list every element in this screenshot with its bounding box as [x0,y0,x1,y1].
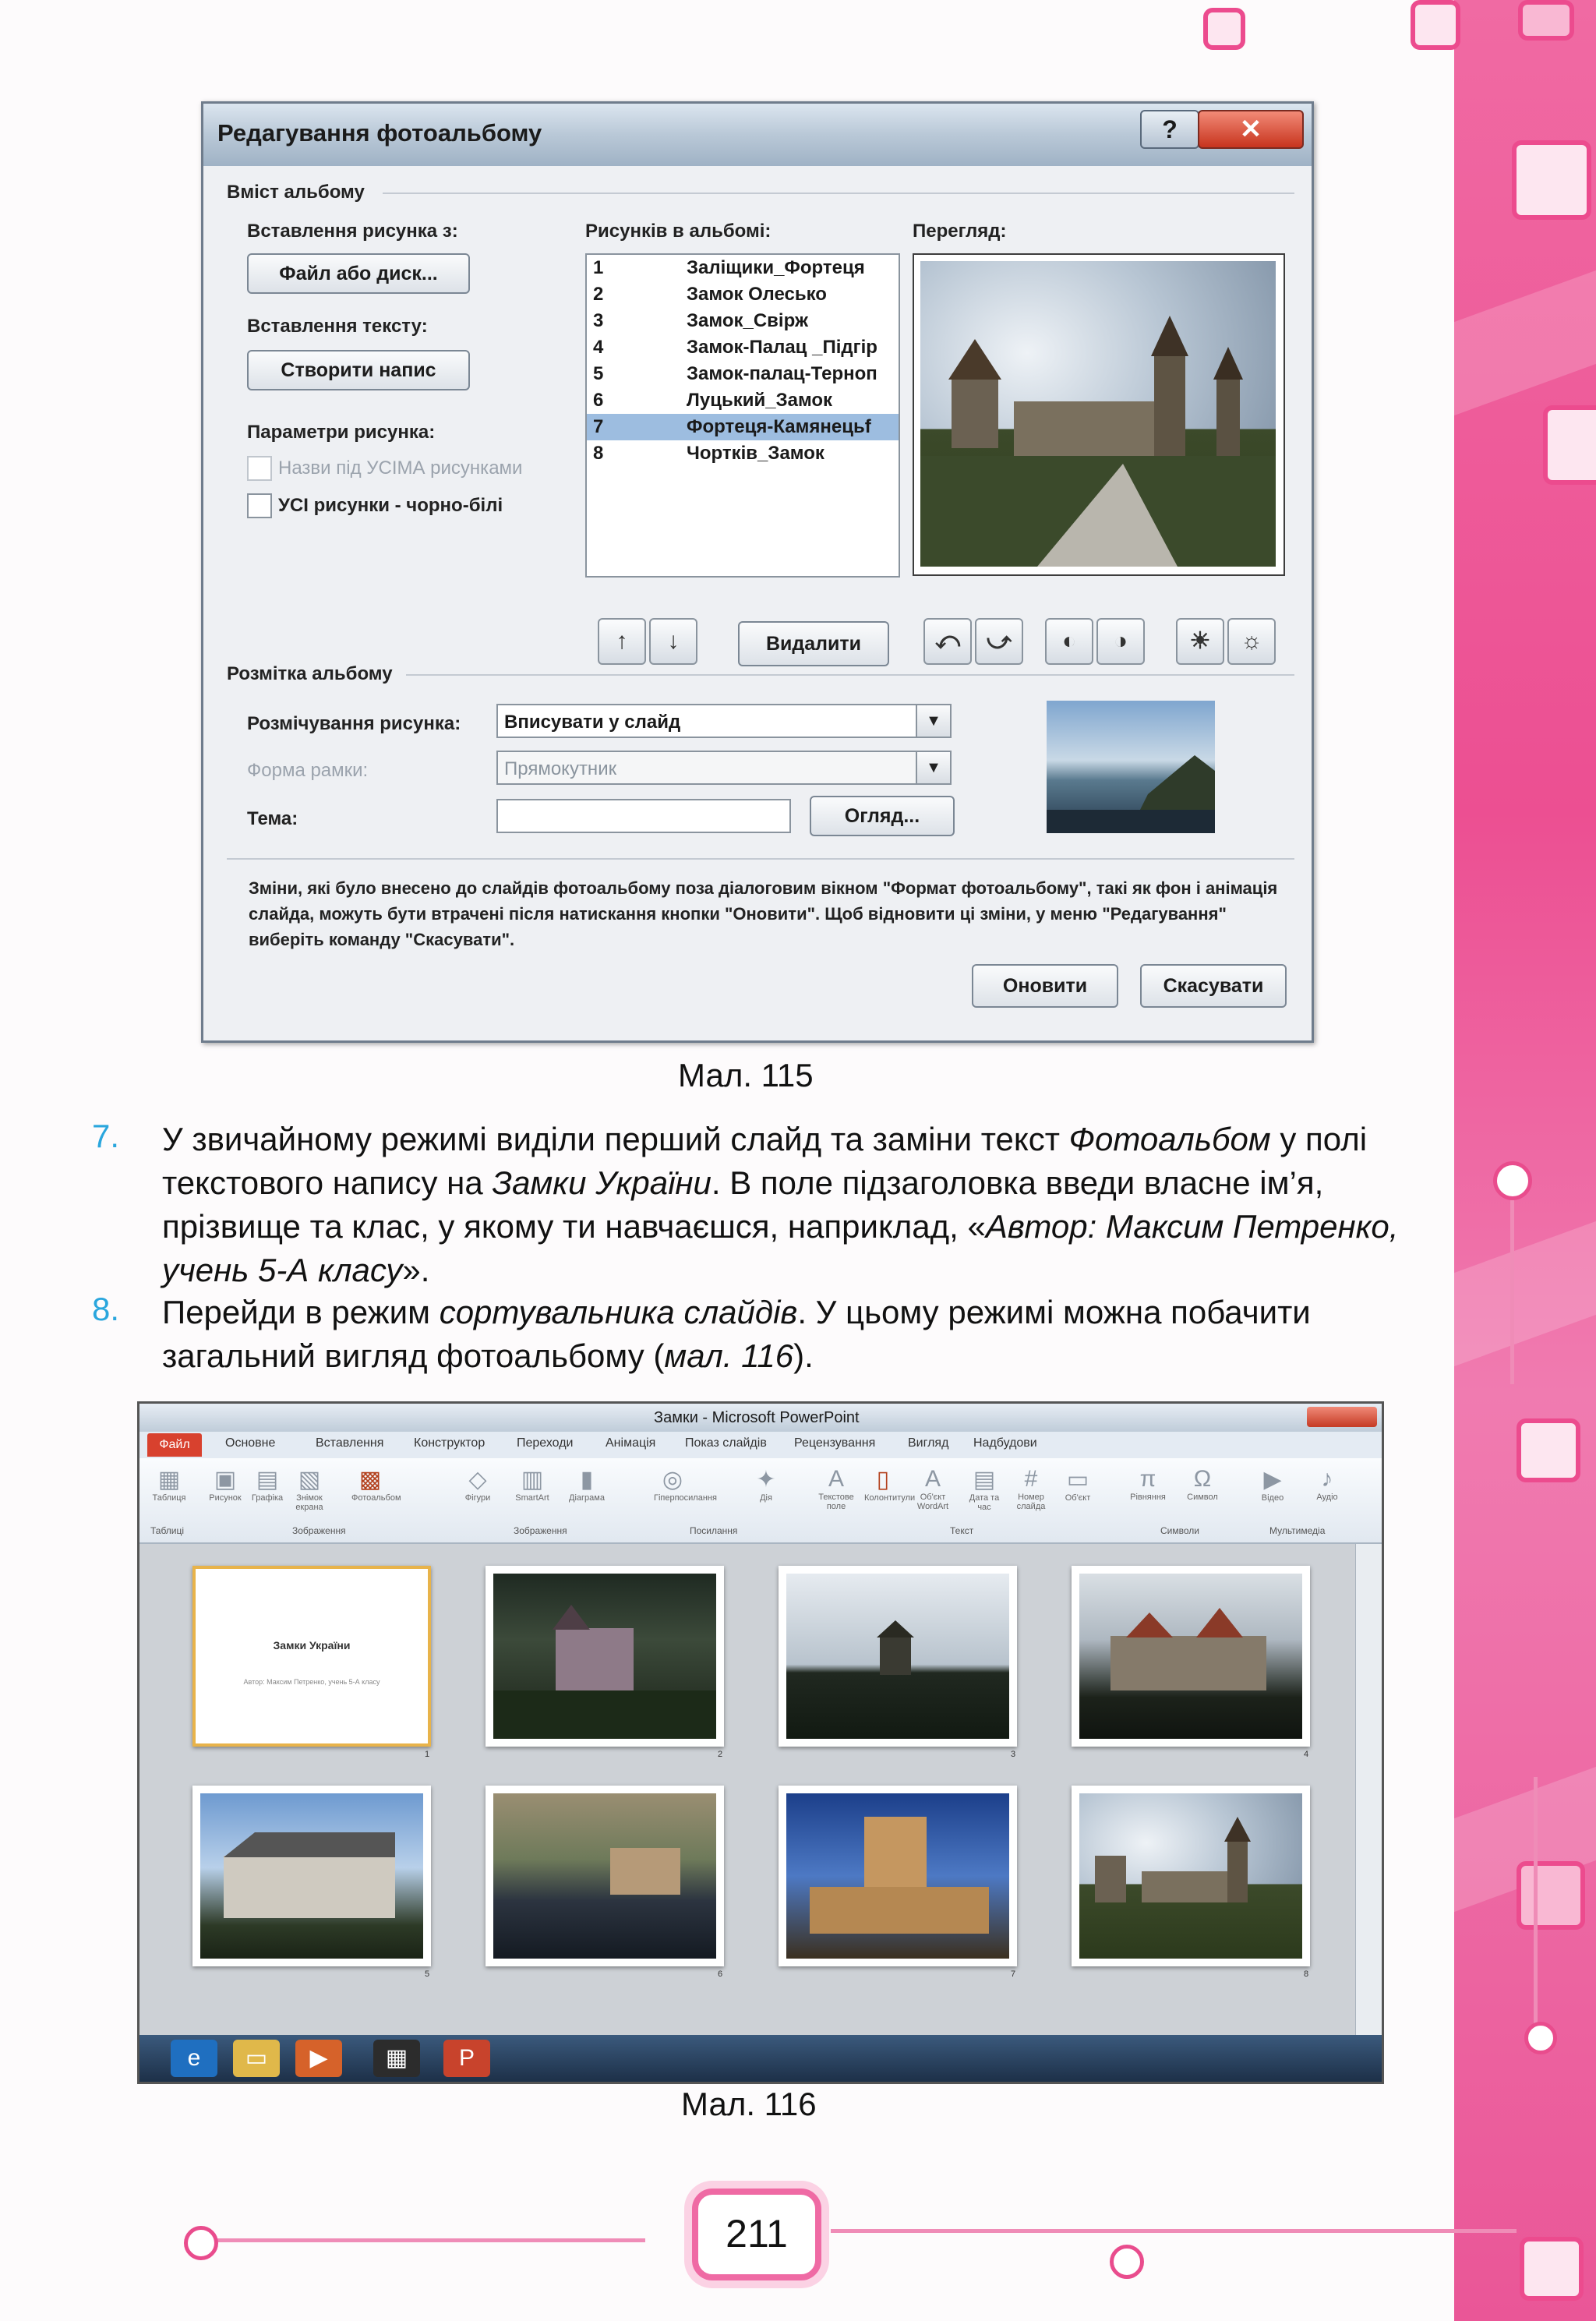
header-footer-icon[interactable]: ▯ Колонтитули [864,1467,916,1503]
slide-number-icon[interactable]: # Номер слайда [1016,1466,1046,1511]
ppt-title: Замки - Microsoft PowerPoint [654,1409,860,1426]
update-button[interactable]: Оновити [972,964,1118,1008]
window-controls[interactable] [1307,1407,1377,1427]
ribbon-group-label: Посилання [690,1525,738,1536]
tab-insert[interactable]: Вставлення [316,1436,384,1450]
figure-caption-115: Мал. 115 [678,1057,814,1093]
action-icon[interactable]: ✦ Дія [756,1467,776,1503]
list-item-selected[interactable]: 7 Фортеця-Камянецьf [587,414,899,440]
captions-checkbox[interactable] [247,456,272,481]
slide-number: 7 [1011,1969,1016,1979]
ppt-titlebar [139,1404,1382,1432]
theme-input[interactable] [496,799,791,833]
tab-slideshow[interactable]: Показ слайдів [685,1436,767,1450]
symbol-icon[interactable]: Ω Символ [1187,1466,1218,1502]
ribbon [139,1458,1382,1544]
photo-album-dialog [201,101,1314,1043]
list-item[interactable]: 3 Замок_Свірж [593,310,808,331]
deco-wire [209,2238,645,2242]
rotate-right-icon[interactable]: ⤻ [975,618,1023,665]
object-icon[interactable]: ▭ Об'єкт [1065,1467,1091,1503]
deco-wire [1534,1777,1538,2026]
folder-icon[interactable]: ▭ [233,2040,280,2077]
list-item[interactable]: 4 Замок-Палац _Підгір [593,337,877,358]
vertical-scrollbar[interactable] [1355,1544,1382,2035]
help-button[interactable]: ? [1140,110,1199,149]
create-caption-button[interactable]: Створити напис [247,350,470,390]
brightness-down-icon[interactable]: ☼ [1227,618,1276,665]
deco-circle [184,2226,218,2260]
ribbon-group-label: Зображення [514,1525,567,1536]
layout-preview-icon [1047,701,1215,833]
deco-square [1517,1861,1585,1930]
slide-thumbnail-3[interactable] [779,1566,1017,1747]
deco-square [1518,0,1574,41]
picture-layout-select[interactable]: Вписувати у слайд ▼ [496,704,952,738]
slide-sorter [139,1544,1355,2035]
chevron-down-icon: ▼ [916,752,950,783]
slide-number: 8 [1304,1969,1309,1979]
slide-subtitle: Автор: Максим Петренко, учень 5-А класу [243,1678,380,1686]
tab-view[interactable]: Вигляд [908,1436,949,1450]
deco-square [1411,0,1460,50]
picture-icon[interactable]: ▣ Рисунок [209,1467,242,1503]
windows-taskbar [139,2035,1382,2082]
deco-square [1512,140,1591,220]
clipart-icon[interactable]: ▤ Графіка [251,1467,284,1503]
photo-album-icon[interactable]: ▩ Фотоальбом [351,1467,401,1503]
deco-square [1520,2237,1584,2301]
browser-icon[interactable]: e [171,2040,217,2077]
slide-thumbnail-6[interactable] [486,1786,724,1966]
remove-button[interactable]: Видалити [738,621,889,666]
chart-icon[interactable]: ▮ Діаграма [569,1467,605,1503]
close-button[interactable]: ✕ [1198,110,1304,149]
tab-design[interactable]: Конструктор [414,1436,486,1450]
ribbon-group-label: Мультимедіа [1269,1525,1326,1536]
ribbon-group-label: Зображення [292,1525,346,1536]
slide-thumbnail-1[interactable] [192,1566,431,1747]
audio-icon[interactable]: ♪ Аудіо [1316,1466,1338,1502]
video-app-icon[interactable]: ▦ [373,2040,420,2077]
tab-animations[interactable]: Анімація [606,1436,656,1450]
tab-transitions[interactable]: Переходи [517,1436,574,1450]
theme-label: Тема: [247,808,298,829]
textbox-icon[interactable]: A Текстове поле [818,1466,854,1511]
step-8-text: Перейди в режим сортувальника слайдів. У цьому режимі можна побачити загальний вигляд фотоальбому (мал. 116). [162,1294,1311,1374]
castle-photo-icon [920,261,1276,567]
dialog-title: Редагування фотоальбому [217,119,542,147]
wordart-icon[interactable]: A Об'єкт WordArt [916,1466,949,1511]
dialog-titlebar [203,104,1312,166]
contrast-up-icon[interactable]: ◐ [1045,618,1093,665]
frame-shape-select[interactable]: Прямокутник ▼ [496,751,952,785]
slide-number: 3 [1011,1750,1016,1759]
deco-wire [831,2229,1517,2233]
picture-options-label: Параметри рисунка: [247,422,436,443]
move-down-button[interactable]: ↓ [649,618,697,665]
list-item[interactable]: 2 Замок Олесько [593,284,827,305]
file-or-disk-button[interactable]: Файл або диск... [247,253,470,294]
group-divider [227,858,1294,860]
slide-thumbnail-7[interactable] [779,1786,1017,1966]
browse-button[interactable]: Огляд... [810,796,955,836]
list-item[interactable]: 1 Заліщики_Фортеця [593,257,865,278]
deco-circle [1524,2022,1557,2054]
layout-group-label: Розмітка альбому [227,663,393,684]
captions-checkbox-label: Назви під УСІМА рисунками [278,457,523,479]
deco-circle [1493,1161,1532,1200]
group-divider [383,193,1294,194]
powerpoint-icon[interactable]: P [443,2040,490,2077]
move-up-button[interactable]: ↑ [598,618,646,665]
video-icon[interactable]: ▶ Відео [1261,1467,1284,1503]
step-number: 8. [92,1291,120,1327]
slide-thumbnail-2[interactable] [486,1566,724,1747]
deco-wire [1510,1197,1514,1384]
content-group-label: Вміст альбому [227,182,365,203]
table-icon[interactable]: ▦ Таблиця [152,1467,186,1503]
pictures-in-album-label: Рисунків в альбомі: [585,221,772,242]
step-number: 7. [92,1118,120,1154]
slide-thumbnail-8[interactable] [1072,1786,1310,1966]
tab-review[interactable]: Рецензування [794,1436,876,1450]
hyperlink-icon[interactable]: ◎ Гіперпосилання [654,1467,717,1503]
black-white-checkbox[interactable] [247,493,272,518]
cancel-button[interactable]: Скасувати [1140,964,1287,1008]
preview-photo [920,261,1276,567]
preview-label: Перегляд: [913,221,1007,242]
slide-number: 1 [425,1750,430,1759]
list-item[interactable]: 8 Чортків_Замок [593,443,824,464]
slide-number: 2 [718,1750,723,1759]
chevron-down-icon: ▼ [916,705,950,737]
ribbon-group-label: Текст [950,1525,974,1536]
ribbon-group-label: Символи [1160,1525,1199,1536]
deco-square [1203,8,1245,50]
tab-addins[interactable]: Надбудови [973,1436,1037,1450]
screenshot-icon[interactable]: ▧ Знімок екрана [295,1467,323,1512]
black-white-checkbox-label: УСІ рисунки - чорно-білі [278,495,503,516]
ribbon-group-label: Таблиці [150,1525,185,1536]
slide-number: 6 [718,1969,723,1979]
pictures-list[interactable] [585,253,900,578]
slide-number: 5 [425,1969,430,1979]
deco-square [1517,1418,1580,1482]
list-item[interactable]: 6 Луцький_Замок [593,390,833,411]
picture-layout-label: Розмічування рисунка: [247,713,461,734]
list-item[interactable]: 5 Замок-палац-Терноп [593,363,877,384]
insert-text-label: Вставлення тексту: [247,316,428,337]
contrast-down-icon[interactable]: ◑ [1096,618,1145,665]
deco-square [1543,405,1596,485]
powerpoint-window [137,1401,1384,2084]
tab-file[interactable]: Файл [147,1433,202,1457]
slide-thumbnail-5[interactable] [192,1786,431,1966]
decorative-band [1454,0,1596,2321]
insert-picture-label: Вставлення рисунка з: [247,221,458,242]
deco-circle [1110,2245,1144,2279]
group-divider [406,674,1294,676]
slide-thumbnail-4[interactable] [1072,1566,1310,1747]
media-player-icon[interactable]: ▶ [295,2040,342,2077]
ribbon-tabs [139,1432,1382,1458]
preview-frame [913,253,1285,576]
step-7-text: У звичайному режимі виділи перший слайд та заміни текст Фотоальбом у полі текстового напису на Замки України. В поле підзаголовка введи власне ім’я, прізвище та клас, у якому ти навчаєшся, наприклад, «Автор: Максим Петренко, учень 5-А класу». [162,1121,1399,1288]
rotate-left-icon[interactable]: ⤺ [923,618,972,665]
shapes-icon[interactable]: ◇ Фігури [464,1467,491,1503]
date-time-icon[interactable]: ▤ Дата та час [969,1467,1000,1512]
tab-home[interactable]: Основне [225,1436,276,1450]
warning-note: Зміни, які було внесено до слайдів фотоальбому поза діалоговим вікном "Формат фотоальбому", такі як фон і анімація слайда, можуть бути втрачені після натискання кнопки "Оновити". Щоб відновити ці зміни, у меню "Редагування" виберіть команду "Скасувати". [249,878,1278,949]
equation-icon[interactable]: π Рівняння [1130,1466,1166,1502]
page-number: 211 [692,2189,821,2280]
frame-shape-label: Форма рамки: [247,760,369,781]
figure-caption-116: Мал. 116 [681,2086,817,2122]
slide-number: 4 [1304,1750,1309,1759]
brightness-up-icon[interactable]: ☀ [1176,618,1224,665]
smartart-icon[interactable]: ▥ SmartArt [515,1467,549,1503]
slide-title: Замки України [273,1639,351,1652]
